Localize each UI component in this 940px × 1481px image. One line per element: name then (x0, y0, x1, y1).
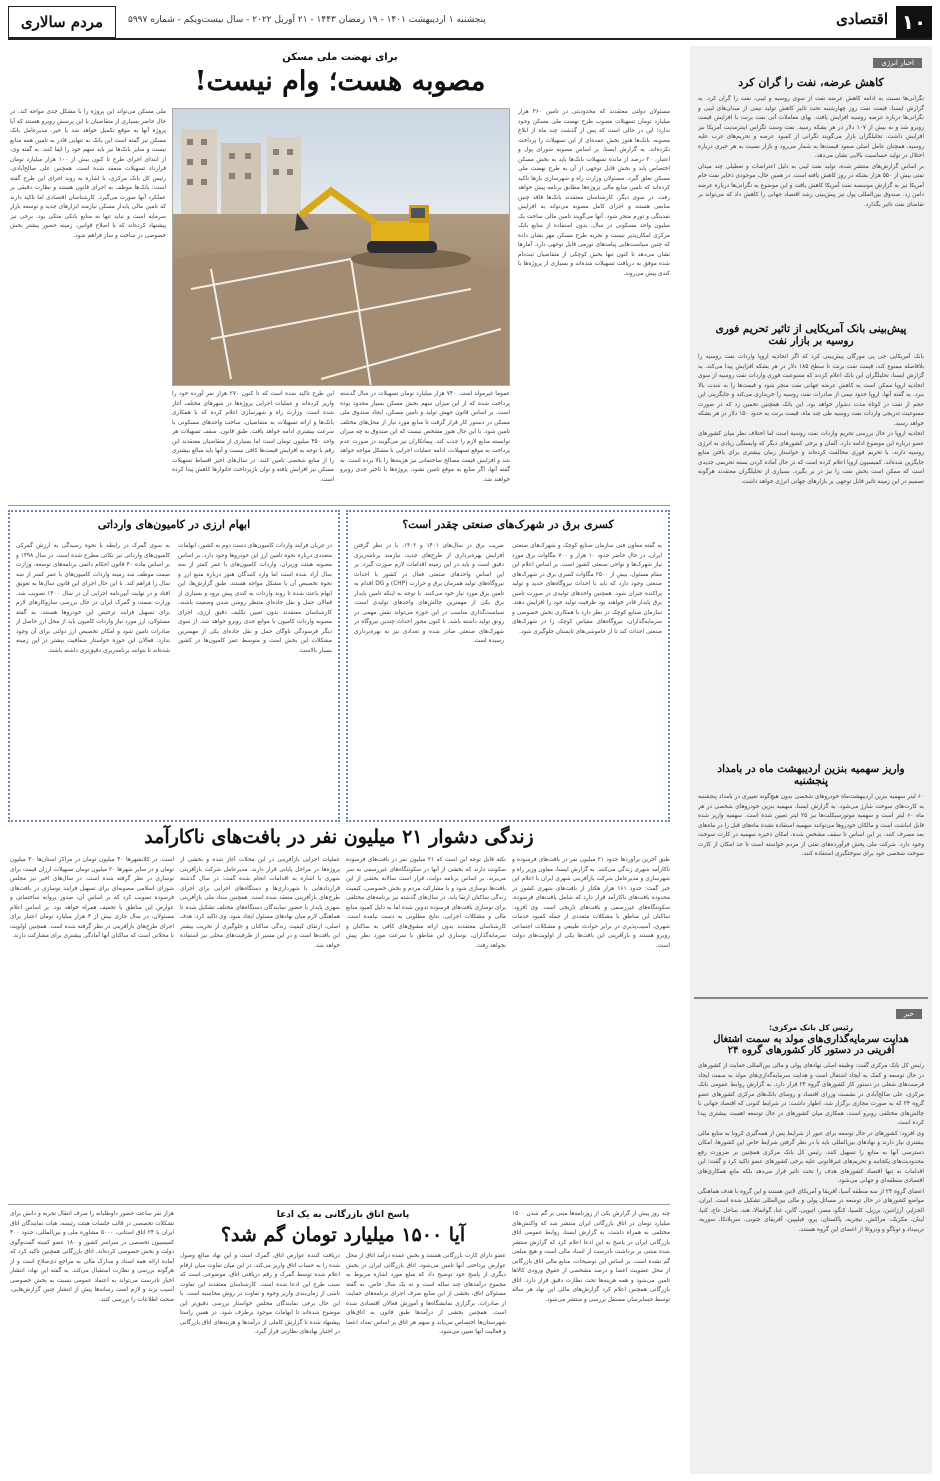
chamber-col-4: هزار نفر ساعت حضور داوطلبانه را صرف انتقال تجربه و دانش برای تشکلات تخصصی در قالب جلسات هیئت رئیسه، هیات نمایندگان اتاق ایران با ۲۴ اتاق استانی، ۵۰۰۰ مشاوره ملی و بین‌المللی، حدود ۳۰۰ کمیسیون تخصصی در سراسر کشور و ۱۸۰ عضو کمیته گفت‌وگوی دولت و بخش خصوصی کرده‌اند. اتاق بازرگانی همچنین تاکید کرد که آماده ارائه همه اسناد و مدارک مالی به مراجع ذی‌صلاح است و از هرگونه بررسی و نظارت استقبال می‌کند. به گفته این نهاد، انتشار اخبار نادرست می‌تواند به اعتماد عمومی نسبت به بخش خصوصی آسیب بزند و لازم است رسانه‌ها پیش از انتشار چنین گزارش‌هایی، صحت اطلاعات را بررسی کنند. (10, 1211, 174, 1303)
cbi-body: رئیس کل بانک مرکزی گفت: وظیفه اصلی نهادهای پولی و مالی بین‌المللی حمایت از کشورهای در حال توسعه و کمک به ایجاد اشتغال است و هدایت سرمایه‌گذاری‌های مولد به سمت ایجاد فرصت‌های شغلی در دستور کار کشورهای گروه ۲۴ قرار دارد. به گزارش روابط عمومی بانک مرکزی، علی صالح‌آبادی در نشست وزرای اقتصاد و روسای بانک‌های مرکزی کشورهای عضو گروه ۲۴ که به صورت مجازی برگزار شد، اظهار داشت: در شرایط کنونی که اقتصاد جهانی با چالش‌های مختلفی روبرو است، همکاری میان کشورهای در حال توسعه اهمیت بیشتری پیدا کرده است. وی افزود: کشورهای در حال توسعه برای عبور از شرایط پس از همه‌گیری کرونا به منابع مالی بیشتری نیاز دارند و نهادهای بین‌المللی باید با در نظر گرفتن شرایط خاص این کشورها، امکان دسترسی آنها به منابع را تسهیل کنند. رئیس کل بانک مرکزی همچنین بر ضرورت رفع محدودیت‌های یکجانبه و تحریم‌های غیرقانونی علیه برخی کشورهای عضو تاکید کرد و گفت: این اقدامات نه تنها اقتصاد کشورهای هدف را تحت تاثیر قرار می‌دهد بلکه مانع همکاری‌های اقتصادی منطقه‌ای و جهانی می‌شود. اعضای گروه ۲۴ از سه منطقه آسیا، آفریقا و آمریکای لاتین هستند و این گروه با هدف هماهنگی مواضع کشورهای در حال توسعه در مسائل پولی و مالی بین‌المللی تشکیل شده است. ایران، الجزایر، آرژانتین، برزیل، کلمبیا، کنگو، مصر، اتیوپی، گابن، غنا، گواتمالا، هند، ساحل عاج، کنیا، لبنان، مکزیک، مراکش، نیجریه، پاکستان، پرو، فیلیپین، آفریقای جنوبی، سریلانکا، سوریه، ترینیداد و توباگو و ونزوئلا از اعضای این گروه هستند. (698, 1063, 924, 1233)
electricity-col-2: ضریب برق در سال‌های ۱۴۰۱ و ۱۴۰۲، با در نظر گرفتن افزایش بهره‌برداری از طرح‌های جدید، نیازمند برنامه‌ریزی دقیق است و باید در این زمینه اقدامات لازم صورت گیرد. بر این اساس واحدهای صنعتی فعال در کشور با احداث نیروگاه‌های تولید همزمان برق و حرارت (CHP) و DG اقدام به تامین برق مورد نیاز خود می‌کنند. با توجه به اینکه تامین پایدار برق یکی از مهمترین چالش‌های واحدهای تولیدی است، سیاست‌گذاری مناسب در این حوزه می‌تواند نقش مهمی در رونق تولید داشته باشد. تا کنون مجوز احداث چندین نیروگاه در شهرک‌های صنعتی صادر شده و تعدادی نیز به بهره‌برداری رسیده است. (354, 543, 504, 644)
housing-col-4: ملی مسکن می‌تواند این پروژه را با مشکل جدی مواجه کند. در حال حاضر بسیاری از متقاضیان با این پرسش روبرو هستند که آیا پروژه آنها به موقع تکمیل خواهد شد یا خیر. مدیرعامل بانک مسکن نیز گفته است این بانک به تنهایی قادر به تامین همه منابع نیست و سایر بانک‌ها نیز باید سهم خود را ایفا کنند. به گفته وی، از ابتدای اجرای طرح تا کنون بیش از ۱۰۰ هزار میلیارد تومان قرارداد تسهیلات منعقد شده است. همچنین علی صالح‌آبادی، رئیس کل بانک مرکزی، با اشاره به روند اجرای این طرح گفته است: بانک‌ها موظف به اجرای قانون هستند و نظارت دقیقی بر عملکرد آنها صورت می‌گیرد. کارشناسان اقتصادی اما تاکید دارند که تامین مالی پایدار مسکن نیازمند ابزارهای جدید و توسعه بازار سرمایه است و نباید تنها به منابع بانکی متکی بود. برخی نیز پیشنهاد کرده‌اند که با اصلاح قوانین، زمینه حضور بیشتر بخش خصوصی در ساخت و ساز فراهم شود. (10, 109, 166, 239)
fuel-quota-body: ۶۰ لیتر سهمیه بنزین اردیبهشت‌ماه خودروهای شخصی بدون هیچ‌گونه تغییری در بامداد پنجشنبه به کارت‌های سوخت شارژ می‌شود. به گزارش ایسنا، سهمیه بنزین خودروهای شخصی در هر ماه ۶۰ لیتر است و سهمیه موتورسیکلت‌ها نیز ۲۵ لیتر تعیین شده است. سهمیه واریز شده قابل انباشت است و مالکان خودروها می‌توانند سهمیه استفاده نشده ماه‌های قبل را در ماه‌های بعد مصرف کنند. بر این اساس تا سقف مشخص شده، امکان ذخیره سهمیه در کارت سوخت وجود دارد. شرکت ملی پخش فرآورده‌های نفتی از مردم خواسته است تا حد امکان از کارت سوخت شخصی خود برای سوختگیری استفاده کنند. (698, 794, 924, 857)
chamber-kicker: پاسخ اتاق بازرگانی به یک ادعا (276, 1210, 410, 1220)
news-tag: خبر (896, 1009, 922, 1019)
chamber-col-1: چند روز پیش از گزارش یکی از روزنامه‌ها مبنی بر گم شدن ۱۵۰۰ میلیارد تومان در اتاق بازرگانی ایران منتشر شد که واکنش‌های مختلفی به همراه داشت. به گزارش ایسنا، روابط عمومی اتاق بازرگانی ایران در پاسخ به این ادعا اعلام کرد که گزارش منتشر شده مبتنی بر برداشت نادرست از اسناد مالی است و هیچ مبلغی گم نشده است. بر اساس این توضیحات، منابع مالی اتاق بازرگانی از محل عضویت اعضا و درصد مشخصی از حقوق ورودی کالاها تامین می‌شود و همه هزینه‌ها تحت نظارت دقیق قرار دارد. اتاق بازرگانی همچنین اعلام کرد گزارش‌های مالی این نهاد هر ساله توسط حسابرسان مستقل بررسی و منتشر می‌شود. (512, 1211, 670, 1303)
housing-col-3: این طرح تاکید شده است که تا کنون ۲۷۰ هزار نفر آورده خود را واریز کرده‌اند و عملیات اجرایی پروژه‌ها در شهرهای مختلف آغاز شده است. وزارت راه و شهرسازی اعلام کرده که با همکاری بانک‌ها و ارائه تسهیلات به متقاضیان، ساخت واحدهای مسکونی با سرعت بیشتری ادامه خواهد یافت. طبق قانون، سقف تسهیلات هر واحد ۴۵۰ میلیون تومان است اما بسیاری از متقاضیان معتقدند این رقم با توجه به افزایش قیمت‌ها کافی نیست و آنها باید مبالغ بیشتری را از منابع شخصی تامین کنند. در سال‌های اخیر اقساط تسهیلات مسکن نیز افزایش یافته و توان بازپرداخت خانوارها کاهش پیدا کرده است. (172, 391, 334, 483)
divider (8, 1204, 670, 1205)
chamber-headline: آیا ۱۵۰۰ میلیارد تومان گم شد؟ (220, 1224, 466, 1246)
oil-price-headline: کاهش عرضه، نفت را گران کرد (738, 76, 884, 89)
urban-fabric-headline: زندگی دشوار ۲۱ میلیون نفر در بافت‌های ناکارآمد (144, 826, 534, 848)
housing-kicker: برای نهضت ملی مسکن (282, 52, 398, 63)
electricity-headline: کسری برق در شهرک‌های صنعتی چقدر است؟ (402, 518, 614, 531)
trucks-headline: ابهام ارزی در کامیون‌های وارداتی (97, 518, 251, 531)
cbi-kicker: رئیس کل بانک مرکزی: (768, 1023, 854, 1032)
housing-col-2: عموما غیرمولد است. ۷۴۰ هزار میلیارد تومان تسهیلات در سال گذشته پرداخت شده که از این میزان سهم بخش مسکن بسیار محدود بوده است. بر اساس قانون جهش تولید و تامین مسکن، ایجاد صندوق ملی مسکن در دستور کار قرار گرفت تا منابع مورد نیاز از محل‌های مختلف تامین شود. با این حال هنوز مشخص نیست که این صندوق به چه میزان توانسته منابع لازم را جذب کند. پیمانکاران نیز می‌گویند در صورت عدم پرداخت به موقع تسهیلات، ادامه عملیات اجرایی با مشکل مواجه خواهد شد و افزایش قیمت مصالح ساختمانی نیز هزینه‌ها را بالا برده است. به گفته آنها، اگر منابع به موقع تامین نشود، پروژه‌ها با تاخیر جدی روبرو خواهند شد. (340, 391, 510, 483)
electricity-box (346, 510, 670, 822)
issue-line: پنجشنبه ۱ اردیبهشت ۱۴۰۱ - ۱۹ رمضان ۱۴۴۳ - ۲۱ آوریل ۲۰۲۲ - سال بیست‌ویکم - شماره ۵۹۹۷ (128, 15, 486, 25)
masthead: مردم سالاری (8, 6, 116, 38)
housing-headline: مصوبه هست؛ وام نیست! (194, 66, 486, 97)
chamber-col-3: دریافت کننده عوارض اتاق، گمرک است و این نهاد مبالغ وصول شده را به حساب اتاق واریز می‌کند. در این میان تفاوت میان ارقام اعلام شده توسط گمرک و رقم دریافتی اتاق، موضوعی است که سبب طرح این ادعا شده است. کارشناسان معتقدند این تفاوت ناشی از زمان‌بندی واریز وجوه و تفاوت در روش محاسبه است. با این حال برخی نمایندگان مجلس خواستار بررسی دقیق‌تر این موضوع شده‌اند تا ابهامات موجود برطرف شود. در همین راستا پیشنهاد شده تا گزارش کاملی از درآمدها و هزینه‌های اتاق بازرگانی در اختیار نهادهای نظارتی قرار گیرد. (180, 1253, 340, 1335)
urban-col-1: طبق آخرین برآوردها حدود ۲۱ میلیون نفر در بافت‌های فرسوده و ناکارآمد شهری زندگی می‌کنند. به گزارش ایسنا، معاون وزیر راه و شهرسازی و مدیرعامل شرکت بازآفرینی شهری ایران با اعلام این خبر گفت: حدود ۱۶۱ هزار هکتار از بافت‌های شهری کشور در محدوده بافت‌های ناکارآمد قرار دارد که شامل بافت‌های فرسوده، سکونتگاه‌های غیررسمی و بافت‌های تاریخی است. وی افزود: ساکنان این مناطق با مشکلات متعددی از جمله کمبود خدمات شهری، آسیب‌پذیری در برابر حوادث طبیعی و مشکلات اجتماعی روبرو هستند و بازآفرینی این بافت‌ها یکی از اولویت‌های دولت است. (512, 857, 670, 949)
urban-col-4: است. در کلانشهرها ۴۰ میلیون تومان در مراکز استان‌ها ۳۰ میلیون تومان و در سایر شهرها ۲۰ میلیون تومان تسهیلات ارزان قیمت برای نوسازی در نظر گرفته شده است. در سال‌های اخیر نیز مجلس شورای اسلامی مصوبه‌ای برای تسهیل فرایند نوسازی در بافت‌های فرسوده تصویب کرد که بر اساس آن، صدور پروانه ساختمانی و عوارض این مناطق با تخفیف همراه خواهد بود. بر اساس اعلام مسئولان، در سال جاری بیش از ۳ هزار میلیارد تومان اعتبار برای اجرای طرح‌های بازآفرینی در نظر گرفته شده است. همچنین اولویت با محلاتی است که ساکنان آنها آمادگی بیشتری برای مشارکت دارند. (10, 857, 174, 939)
trucks-box (8, 510, 340, 822)
oil-price-body: نگرانی‌ها نسبت به ادامه کاهش عرضه نفت از سوی روسیه و لیبی، نفت را گران کرد. به گزارش ایسنا، قیمت نفت روز چهارشنبه تحت تاثیر کاهش تولید نیمی از میدان‌های لیبی و نگرانی‌ها درباره عرضه روسیه افزایش یافت. بهای معاملات آتی نفت برنت با افزایش قیمت روبرو شد و به بیش از ۱۰۷ دلار در هر بشکه رسید. نفت وست تگزاس اینترمدیت آمریکا نیز افزایش داشت. تحلیلگران بازار می‌گویند نگرانی از کمبود عرضه و تحریم‌های غرب علیه روسیه، همچنان عامل اصلی صعود قیمت‌ها به شمار می‌رود و بازار نسبت به هر خبری درباره اختلال در تولید حساسیت بالایی نشان می‌دهد. بر اساس گزارش‌های منتشر شده، تولید نفت لیبی به دلیل اعتراضات و تعطیلی چند میدان نفتی بیش از ۵۵۰ هزار بشکه در روز کاهش یافته است. در همین حال، موجودی ذخایر نفت خام آمریکا نیز به گزارش موسسه نفت آمریکا کاهش یافت و این موضوع به نگرانی‌ها درباره عرضه دامن زد. صندوق بین‌المللی پول نیز پیش‌بینی رشد اقتصاد جهانی را کاهش داد که می‌تواند بر تقاضای نفت تاثیر بگذارد. (698, 96, 924, 208)
energy-news-tag: اخبار انرژی (873, 58, 922, 68)
fuel-quota-headline: واریز سهمیه بنزین اردیبهشت ماه در بامداد پنجشنبه (717, 763, 905, 787)
page-number: ۱۰ (896, 6, 932, 38)
construction-photo (172, 108, 510, 386)
excavator-image (172, 109, 509, 386)
urban-col-2: نکته قابل توجه این است که ۲۱ میلیون نفر در بافت‌های فرسوده سکونت دارند که بخشی از آنها در سکونتگاه‌های غیررسمی به سر می‌برند. بر اساس برنامه دولت، قرار است سالانه بخشی از این بافت‌ها نوسازی شود و با مشارکت مردم و بخش خصوصی، کیفیت زندگی ساکنان ارتقا یابد. در سال‌های گذشته نیز برنامه‌های مختلفی برای نوسازی بافت‌های فرسوده تدوین شده اما به دلیل کمبود منابع مالی و مشکلات اجرایی، نتایج مطلوبی به دست نیامده است. کارشناسان معتقدند بدون ارائه مشوق‌های کافی به ساکنان و سرمایه‌گذاران، نوسازی این مناطق با سرعت مورد نظر پیش نخواهد رفت. (346, 857, 506, 949)
electricity-col-1: به گفته معاون فنی سازمان صنایع کوچک و شهرک‌های صنعتی ایران، در حال حاضر حدود ۱۰ هزار و ۷۰۰ مگاوات برق مورد نیاز شهرک‌ها و نواحی صنعتی کشور است. بر اساس اعلام این مقام مسئول، بیش از ۲۵۰۰ مگاوات کسری برق در شهرک‌های صنعتی وجود دارد که باید با احداث نیروگاه‌های جدید و تولید پراکنده جبران شود. همچنین واحدهای تولیدی در صورت تامین برق پایدار قادر خواهند بود ظرفیت تولید خود را افزایش دهند. سازمان صنایع کوچک در نظر دارد با همکاری بخش خصوصی و سرمایه‌گذاران، نیروگاه‌های مقیاس کوچک را در شهرک‌های صنعتی احداث کند تا از خاموشی‌های تابستان جلوگیری شود. (512, 543, 662, 635)
divider (8, 505, 670, 506)
page-header (8, 6, 932, 40)
cbi-headline: هدایت سرمایه‌گذاری‌های مولد به سمت اشتغال آفرینی در دستور کار کشورهای گروه ۲۴ (713, 1034, 909, 1056)
chamber-col-2: عضو دارای کارت بازرگانی هستند و بخش عمده درآمد اتاق از محل عوارض پرداختی آنها تامین می‌شود. اتاق بازرگانی ایران در بخش دیگری از پاسخ خود توضیح داد که مبلغ مورد اشاره مربوط به مجموع درآمدهای چند ساله است و نه یک سال خاص. به گفته مسئولان اتاق، بخشی از این منابع صرف اجرای برنامه‌های حمایت از صادرات، برگزاری نمایشگاه‌ها و آموزش فعالان اقتصادی شده است. همچنین بخشی از درآمدها طبق قانون به اتاق‌های شهرستان‌ها اختصاص می‌یابد و سهم هر اتاق بر اساس تعداد اعضا و فعالیت آنها تعیین می‌شود. (346, 1253, 506, 1335)
trucks-col-2: به سوی گمرک در رابطه با نحوه رسیدگی به ارزش گمرکی کامیون‌های وارداتی نیز نکاتی مطرح شده است. در سال ۱۳۹۸ و بر اساس ماده ۳۰ قانون احکام دائمی برنامه‌های توسعه، وزارت صمت موظف شد زمینه واردات کامیون‌های با عمر کمتر از سه سال را فراهم کند. با این حال اجرای این قانون سال‌ها به تعویق افتاد و در نهایت آیین‌نامه اجرایی آن در سال ۱۴۰۰ تصویب شد. وزارت صمت و گمرک ایران در حال بررسی سازوکارهای لازم برای تسهیل فرایند ترخیص این خودروها هستند. به گفته مسئولان، ارز مورد نیاز واردات کامیون باید از محل ارز حاصل از صادرات تامین شود و امکان تخصیص ارز دولتی برای آن وجود ندارد. فعالان این حوزه خواستار شفافیت بیشتر در این زمینه شده‌اند تا بتوانند برنامه‌ریزی دقیق‌تری داشته باشند. (16, 543, 170, 654)
trucks-col-1: در جریان فرایند واردات کامیون‌های دست دوم به کشور، ابهامات متعددی درباره نحوه تامین ارز این خودروها وجود دارد. بر اساس مصوبه هیئت وزیران، واردات کامیون‌های با عمر کمتر از سه سال آزاد شده است اما وارد کنندگان هنوز درباره منبع ارز و نحوه تخصیص آن با مشکل مواجه هستند. طبق گزارش‌ها، این ابهام باعث شده تا روند واردات به کندی پیش برود و بسیاری از فعالان حمل و نقل جاده‌ای منتظر روشن شدن وضعیت باشند. کارشناسان معتقدند بدون تعیین تکلیف دقیق ارزی، اجرای مصوبه واردات کامیون با موانع جدی روبرو خواهد شد. از سوی دیگر فرسودگی ناوگان حمل و نقل جاده‌ای یکی از مهمترین مشکلات این بخش است و متوسط عمر کامیون‌ها در کشور بسیار بالاست. (178, 543, 332, 654)
jpmorgan-body: بانک آمریکایی جی پی مورگان پیش‌بینی کرد که اگر اتحادیه اروپا واردات نفت روسیه را بلافاصله ممنوع کند، قیمت نفت برنت تا سطح ۱۸۵ دلار در هر بشکه افزایش پیدا می‌کند. به گزارش ایسنا، تحلیلگران این بانک اعلام کردند که ممنوعیت فوری واردات نفت روسیه از سوی اتحادیه اروپا ممکن است به کاهش عرضه جهانی نفت منجر شود و قیمت‌ها را به شدت بالا ببرد. به گفته آنها، اروپا حدود نیمی از صادرات نفت روسیه را خریداری می‌کند و جایگزینی این حجم از نفت در کوتاه مدت دشوار خواهد بود. این بانک همچنین تخمین زد که در صورت ممنوعیت تدریجی واردات نفت روسیه طی چند ماه، قیمت برنت به حدود ۱۵۰ دلار در هر بشکه خواهد رسید. اتحادیه اروپا در حال بررسی تحریم واردات نفت روسیه است اما اختلاف نظر میان کشورهای عضو درباره این موضوع ادامه دارد. آلمان و برخی کشورهای دیگر که وابستگی زیادی به انرژی روسیه دارند، با تحریم فوری مخالفت کرده‌اند و خواستار زمان بیشتری برای یافتن منابع جایگزین شده‌اند. کمیسیون اروپا اعلام کرده است که در حال آماده کردن بسته تحریمی جدیدی است که ممکن است بخش نفت را نیز در بر بگیرد. بسیاری از تحلیلگران معتقدند هرگونه تصمیم در این زمینه تاثیر قابل توجهی بر بازارهای جهانی انرژی خواهد داشت. (698, 354, 924, 485)
news-sidebar (690, 46, 932, 1474)
section-title: اقتصادی (836, 10, 888, 28)
housing-col-1: مسئولان دولتی معتقدند که محدودیتی در تامین ۳۶۰ هزار میلیارد تومان تسهیلات مصوب طرح نهضت ملی مسکن وجود ندارد؛ این در حالی است که پس از گذشت چند ماه از ابلاغ مصوبه، بانک‌ها هنوز بخش عمده‌ای از این تسهیلات را پرداخت نکرده‌اند. به گزارش ایسنا، بر اساس مصوبه شورای پول و اعتبار، ۲۰ درصد از مانده تسهیلات بانک‌ها باید به بخش مسکن اختصاص یابد و بخش قابل توجهی از آن به طرح نهضت ملی مسکن تعلق گیرد. مسئولان وزارت راه و شهرسازی بارها تاکید کرده‌اند که تامین منابع مالی پروژه‌ها مطابق برنامه پیش خواهد رفت. در سوی دیگر، کارشناسان معتقدند بانک‌ها فاقد چنین منابعی هستند و اجرای کامل مصوبه می‌تواند به افزایش نقدینگی و تورم منجر شود. آنها می‌گویند تامین مالی ساخت یک میلیون واحد مسکونی در سال، بدون استفاده از منابع بانک مرکزی امکان‌پذیر نیست و تجربه طرح مسکن مهر نشان داده که چنین سیاست‌هایی پیامدهای تورمی قابل توجهی دارد. آمارها نشان می‌دهد تا کنون تنها بخش کوچکی از متقاضیان ثبت‌نام شده موفق به دریافت تسهیلات شده‌اند و بسیاری از پروژه‌ها با کندی پیش می‌روند. (518, 109, 670, 277)
urban-col-3: عملیات اجرایی بازآفرینی در این محلات آغاز شده و بخشی از پروژه‌ها در مراحل پایانی قرار دارند. مدیرعامل شرکت بازآفرینی شهری با اشاره به اقدامات انجام شده گفت: در سال گذشته قراردادهایی با شهرداری‌ها و دستگاه‌های اجرایی برای اجرای طرح‌های بازآفرینی منعقد شده است. همچنین ستاد ملی بازآفرینی شهری پایدار با حضور نمایندگان دستگاه‌های مختلف تشکیل شده تا هماهنگی لازم میان نهادهای مسئول ایجاد شود. وی تاکید کرد: هدف اصلی، ارتقای کیفیت زندگی ساکنان و جلوگیری از تخریب بیشتر این بافت‌ها است و در این مسیر از ظرفیت‌های محلی نیز استفاده خواهد شد. (180, 857, 340, 949)
jpmorgan-headline: پیش‌بینی بانک آمریکایی از تاثیر تحریم فوری روسیه بر بازار نفت (715, 323, 907, 347)
